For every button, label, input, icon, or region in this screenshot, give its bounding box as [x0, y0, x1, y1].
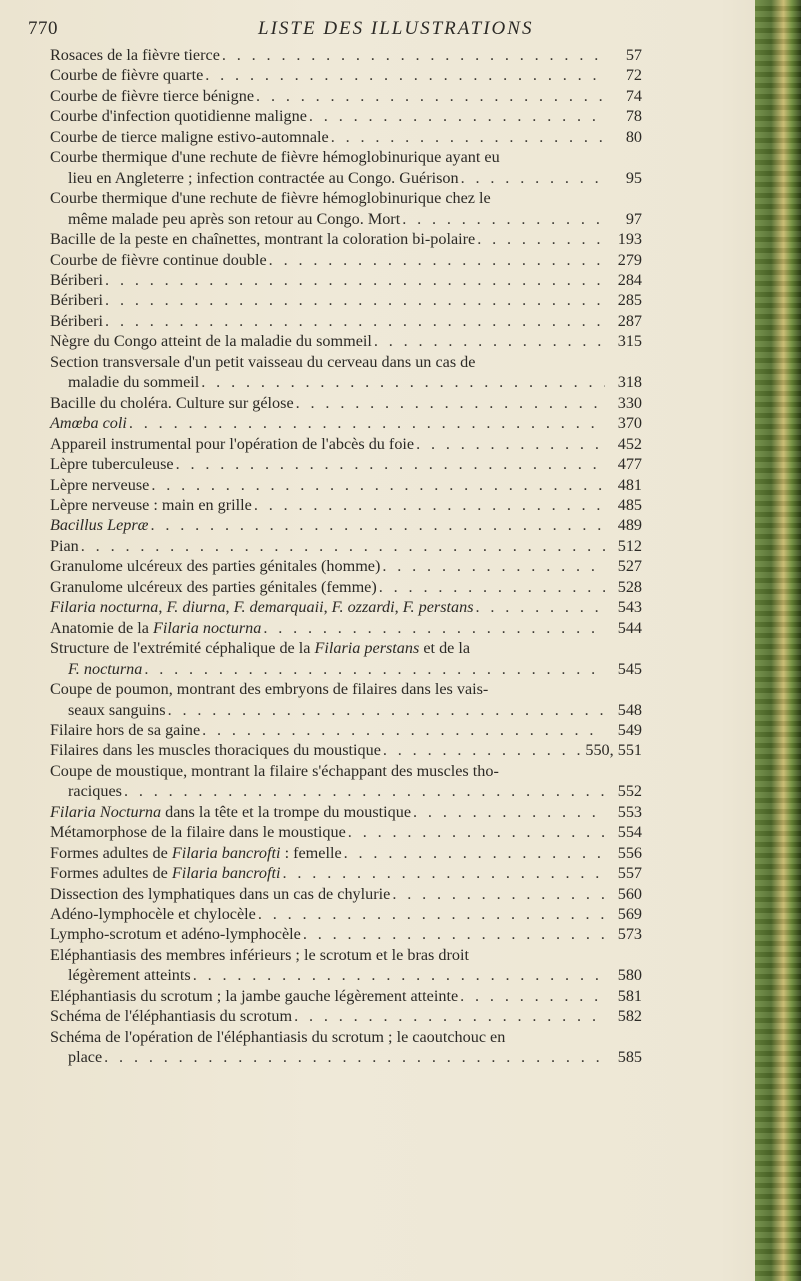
text-segment: ,: [225, 598, 234, 617]
entry-title: [50, 393, 294, 413]
text-segment: Granulome ulcéreux des parties génitales (femme): [50, 577, 377, 596]
entry-title: [50, 618, 261, 638]
dot-leader: [202, 720, 605, 740]
entry-line: [50, 536, 642, 556]
list-item: [50, 106, 642, 126]
list-item: [50, 863, 642, 883]
entry-line: [50, 311, 642, 331]
list-item: [50, 475, 642, 495]
entry-title: [50, 147, 500, 167]
italic-segment: Amœba coli: [50, 414, 127, 433]
entry-line: [50, 45, 642, 65]
list-item: [50, 822, 642, 842]
text-segment: place: [68, 1048, 103, 1067]
text-segment: Lèpre nerveuse: [50, 475, 150, 494]
italic-segment: F. diurna: [166, 598, 226, 617]
entry-line: [50, 229, 642, 249]
text-segment: seaux sanguins: [68, 700, 166, 719]
entry-line: [50, 250, 642, 270]
entry-line: [50, 495, 642, 515]
entry-page-number: 549: [617, 720, 642, 739]
italic-segment: F. perstans: [402, 598, 474, 617]
entry-line: [50, 965, 642, 985]
dot-leader: [129, 413, 605, 433]
list-item: [50, 761, 642, 802]
list-item: [50, 597, 642, 617]
text-segment: Eléphantiasis des membres inférieurs ; le scrotum et le bras droit: [50, 945, 469, 964]
text-segment: Section transversale d'un petit vaisseau du cerveau dans un cas de: [50, 352, 476, 371]
dot-leader: [413, 802, 605, 822]
entry-title: [50, 413, 127, 433]
list-item: [50, 924, 642, 944]
entry-title: [50, 904, 256, 924]
dot-leader: [124, 781, 605, 801]
entry-page-number: 556: [617, 843, 642, 862]
text-segment: Coupe de moustique, montrant la filaire s'échappant des muscles tho-: [50, 761, 499, 780]
entry-title: [50, 986, 458, 1006]
text-segment: Métamorphose de la filaire dans le moustique: [50, 823, 346, 842]
entry-page-number: 315: [617, 332, 642, 351]
list-item: [50, 1027, 642, 1068]
entry-page-number: 485: [617, 495, 642, 514]
entry-line: [50, 188, 642, 208]
list-item: [50, 311, 642, 331]
entry-line: [50, 1047, 642, 1067]
entry-page-number: 543: [617, 598, 642, 617]
entry-line: [50, 700, 642, 720]
text-segment: même malade peu après son retour au Congo. Mort: [68, 209, 401, 228]
entry-line: [50, 454, 642, 474]
list-item: [50, 45, 642, 65]
dot-leader: [392, 884, 605, 904]
text-segment: Courbe d'infection quotidienne maligne: [50, 107, 307, 126]
dot-leader: [379, 577, 605, 597]
dot-leader: [296, 393, 605, 413]
entry-title: [50, 597, 474, 617]
entry-title: [50, 863, 281, 883]
list-item: [50, 352, 642, 393]
dot-leader: [105, 311, 605, 331]
entry-page-number: 528: [617, 577, 642, 596]
dot-leader: [269, 250, 605, 270]
text-segment: et de la: [419, 639, 471, 658]
entry-line: [50, 781, 642, 801]
dot-leader: [176, 454, 605, 474]
entry-page-number: 552: [617, 782, 642, 801]
dot-leader: [402, 209, 605, 229]
entry-title: [50, 945, 469, 965]
entry-page-number: 284: [617, 270, 642, 289]
list-item: [50, 618, 642, 638]
text-segment: Bériberi: [50, 291, 104, 310]
dot-leader: [416, 434, 605, 454]
entry-page-number: 477: [617, 455, 642, 474]
running-head: LISTE DES ILLUSTRATIONS: [258, 18, 534, 39]
entry-line: [50, 884, 642, 904]
entry-title: [50, 229, 475, 249]
list-item: [50, 229, 642, 249]
entry-title: [50, 331, 372, 351]
entry-title: [50, 434, 414, 454]
text-segment: Adéno-lymphocèle et chylocèle: [50, 905, 256, 924]
entry-title: [50, 884, 390, 904]
entry-page-number: 370: [617, 414, 642, 433]
entry-page-number: 318: [617, 373, 642, 392]
text-segment: Lèpre tuberculeuse: [50, 455, 174, 474]
entry-title: [68, 372, 199, 392]
text-segment: Schéma de l'éléphantiasis du scrotum: [50, 1007, 293, 1026]
entry-title: [68, 209, 400, 229]
entry-line: [50, 270, 642, 290]
dot-leader: [461, 168, 605, 188]
text-segment: Bacille de la peste en chaînettes, montrant la coloration bi-polaire: [50, 230, 476, 249]
italic-segment: Filaria nocturna: [152, 618, 262, 637]
entry-title: [50, 86, 254, 106]
dot-leader: [309, 106, 605, 126]
entry-line: [50, 822, 642, 842]
dot-leader: [256, 86, 605, 106]
dot-leader: [144, 659, 605, 679]
entry-line: [50, 106, 642, 126]
list-item: [50, 434, 642, 454]
dot-leader: [476, 597, 605, 617]
entry-title: [50, 1006, 292, 1026]
entry-page-number: 330: [617, 393, 642, 412]
entry-page-number: 557: [617, 864, 642, 883]
text-segment: Dissection des lymphatiques dans un cas de chylurie: [50, 884, 391, 903]
text-segment: raciques: [68, 782, 122, 801]
entry-title: [50, 761, 499, 781]
text-segment: : femelle: [280, 843, 342, 862]
entry-title: [68, 965, 191, 985]
text-segment: Nègre du Congo atteint de la maladie du sommeil: [50, 332, 372, 351]
list-item: [50, 802, 642, 822]
dot-leader: [201, 372, 605, 392]
entry-line: [50, 434, 642, 454]
entry-line: [50, 209, 642, 229]
list-item: [50, 495, 642, 515]
dot-leader: [383, 740, 582, 760]
dot-leader: [344, 843, 605, 863]
page-number: 770: [28, 18, 58, 39]
text-segment: Formes adultes de: [50, 864, 172, 883]
entry-line: [50, 65, 642, 85]
text-segment: Granulome ulcéreux des parties génitales (homme): [50, 557, 381, 576]
list-item: [50, 331, 642, 351]
entry-title: [68, 659, 142, 679]
text-segment: Bacille du choléra. Culture sur gélose: [50, 393, 294, 412]
italic-segment: Filaria Nocturna: [50, 802, 162, 821]
text-segment: Appareil instrumental pour l'opération de l'abcès du foie: [50, 434, 415, 453]
entry-title: [50, 924, 301, 944]
entry-page-number: 554: [617, 823, 642, 842]
dot-leader: [303, 924, 605, 944]
dot-leader: [460, 986, 605, 1006]
list-item: [50, 843, 642, 863]
text-segment: Formes adultes de: [50, 843, 172, 862]
list-item: [50, 556, 642, 576]
text-segment: Rosaces de la fièvre tierce: [50, 46, 220, 64]
text-segment: Lympho-scrotum et adéno-lymphocèle: [50, 925, 301, 944]
text-segment: Filaires dans les muscles thoraciques du moustique: [50, 741, 381, 760]
entry-title: [50, 106, 307, 126]
entry-line: [50, 904, 642, 924]
entry-line: [50, 761, 642, 781]
entry-line: [50, 475, 642, 495]
dot-leader: [105, 270, 605, 290]
list-item: [50, 454, 642, 474]
entry-page-number: 550, 551: [585, 741, 642, 760]
italic-segment: Filaria bancrofti: [171, 843, 281, 862]
entry-line: [50, 1027, 642, 1047]
entry-page-number: 97: [625, 209, 642, 228]
list-item: [50, 188, 642, 229]
entry-page-number: 548: [617, 700, 642, 719]
entry-line: [50, 945, 642, 965]
list-item: [50, 127, 642, 147]
entry-page-number: 193: [617, 230, 642, 249]
text-segment: maladie du sommeil: [68, 373, 200, 392]
list-item: [50, 720, 642, 740]
entry-line: [50, 638, 642, 658]
dot-leader: [263, 618, 605, 638]
entry-title: [50, 638, 470, 658]
entry-line: [50, 372, 642, 392]
entry-title: [68, 700, 166, 720]
entry-page-number: 80: [625, 127, 642, 146]
entry-page-number: 489: [617, 516, 642, 535]
list-item: [50, 740, 642, 760]
entry-line: [50, 740, 642, 760]
entry-line: [50, 597, 642, 617]
entry-title: [50, 720, 200, 740]
entry-line: [50, 290, 642, 310]
entry-page-number: 560: [617, 884, 642, 903]
text-segment: Anatomie de la: [50, 618, 153, 637]
entry-title: [50, 740, 381, 760]
text-segment: ,: [394, 598, 403, 617]
entry-line: [50, 577, 642, 597]
entry-page-number: 569: [617, 905, 642, 924]
entry-title: [50, 1027, 505, 1047]
entry-page-number: 545: [617, 659, 642, 678]
text-segment: Coupe de poumon, montrant des embryons de filaires dans les vais-: [50, 680, 489, 699]
entry-title: [50, 802, 411, 822]
text-segment: Courbe de fièvre continue double: [50, 250, 267, 269]
entry-page-number: 553: [617, 802, 642, 821]
entry-title: [50, 290, 103, 310]
dot-leader: [222, 45, 605, 65]
entry-title: [50, 495, 252, 515]
dot-leader: [254, 495, 605, 515]
entry-page-number: 527: [617, 557, 642, 576]
entry-title: [50, 843, 342, 863]
entry-page-number: 580: [617, 966, 642, 985]
dot-leader: [382, 556, 605, 576]
text-segment: Courbe de fièvre tierce bénigne: [50, 86, 255, 105]
list-item: [50, 290, 642, 310]
list-item: [50, 86, 642, 106]
text-segment: Courbe de fièvre quarte: [50, 66, 204, 85]
dot-leader: [81, 536, 605, 556]
page-edge-binding: [755, 0, 801, 1281]
entry-title: [50, 127, 329, 147]
dot-leader: [283, 863, 605, 883]
dot-leader: [205, 65, 605, 85]
italic-segment: Bacillus Lepræ: [50, 516, 149, 535]
italic-segment: F. demarquaii: [233, 598, 324, 617]
list-item: [50, 147, 642, 188]
text-segment: Lèpre nerveuse : main en grille: [50, 495, 252, 514]
list-item: [50, 638, 642, 679]
page-header: [0, 14, 801, 44]
entry-line: [50, 86, 642, 106]
entry-line: [50, 168, 642, 188]
entry-page-number: 78: [625, 107, 642, 126]
italic-segment: F. ozzardi: [331, 598, 395, 617]
entry-page-number: 95: [625, 168, 642, 187]
entry-line: [50, 127, 642, 147]
entry-page-number: 74: [625, 86, 642, 105]
entry-title: [50, 250, 267, 270]
entry-page-number: 512: [617, 536, 642, 555]
entry-line: [50, 515, 642, 535]
entry-line: [50, 147, 642, 167]
dot-leader: [294, 1006, 605, 1026]
dot-leader: [348, 822, 605, 842]
entry-title: [50, 311, 103, 331]
list-item: [50, 904, 642, 924]
italic-segment: Filaria bancrofti: [171, 864, 281, 883]
text-segment: Schéma de l'opération de l'éléphantiasis du scrotum ; le caoutchouc en: [50, 1027, 506, 1046]
dot-leader: [477, 229, 605, 249]
entry-title: [50, 536, 79, 556]
entry-title: [50, 556, 380, 576]
list-item: [50, 577, 642, 597]
list-item: [50, 515, 642, 535]
entry-line: [50, 556, 642, 576]
dot-leader: [258, 904, 605, 924]
dot-leader: [151, 475, 605, 495]
dot-leader: [168, 700, 605, 720]
entry-title: [68, 781, 122, 801]
entry-title: [50, 352, 475, 372]
entry-page-number: 585: [617, 1048, 642, 1067]
entry-title: [50, 475, 149, 495]
dot-leader: [105, 290, 605, 310]
entry-page-number: 72: [625, 66, 642, 85]
entry-title: [50, 45, 220, 65]
text-segment: Pian: [50, 536, 79, 555]
entry-title: [50, 822, 346, 842]
entry-page-number: 452: [617, 434, 642, 453]
entry-title: [68, 168, 459, 188]
entry-line: [50, 618, 642, 638]
entry-line: [50, 720, 642, 740]
text-segment: ,: [158, 598, 167, 617]
text-segment: Bériberi: [50, 270, 104, 289]
illustrations-list: [50, 45, 642, 1068]
list-item: [50, 270, 642, 290]
list-item: [50, 413, 642, 433]
entry-page-number: 57: [625, 46, 642, 64]
entry-page-number: 481: [617, 475, 642, 494]
entry-title: [68, 1047, 102, 1067]
list-item: [50, 393, 642, 413]
entry-title: [50, 454, 174, 474]
text-segment: lieu en Angleterre ; infection contractée au Congo. Guérison: [68, 168, 459, 187]
italic-segment: Filaria perstans: [314, 639, 420, 658]
entry-line: [50, 986, 642, 1006]
entry-line: [50, 352, 642, 372]
entry-line: [50, 863, 642, 883]
list-item: [50, 679, 642, 720]
entry-page-number: 285: [617, 291, 642, 310]
entry-line: [50, 1006, 642, 1026]
dot-leader: [104, 1047, 605, 1067]
entry-line: [50, 413, 642, 433]
entry-title: [50, 270, 103, 290]
entry-line: [50, 802, 642, 822]
italic-segment: Filaria nocturna: [50, 598, 159, 617]
entry-title: [50, 679, 488, 699]
text-segment: Filaire hors de sa gaine: [50, 720, 201, 739]
list-item: [50, 884, 642, 904]
entry-line: [50, 659, 642, 679]
list-item: [50, 945, 642, 986]
entry-line: [50, 679, 642, 699]
entry-title: [50, 188, 491, 208]
dot-leader: [150, 515, 605, 535]
entry-page-number: 581: [617, 986, 642, 1005]
entry-line: [50, 331, 642, 351]
entry-line: [50, 393, 642, 413]
entry-page-number: 582: [617, 1007, 642, 1026]
entry-page-number: 573: [617, 925, 642, 944]
text-segment: Courbe de tierce maligne estivo-automnale: [50, 127, 329, 146]
text-segment: Eléphantiasis du scrotum ; la jambe gauche légèrement atteinte: [50, 986, 459, 1005]
entry-line: [50, 924, 642, 944]
dot-leader: [374, 331, 605, 351]
entry-title: [50, 515, 148, 535]
text-segment: ,: [323, 598, 332, 617]
dot-leader: [193, 965, 605, 985]
list-item: [50, 65, 642, 85]
entry-line: [50, 843, 642, 863]
text-segment: Courbe thermique d'une rechute de fièvre hémoglobinurique ayant eu: [50, 148, 500, 167]
entry-page-number: 279: [617, 250, 642, 269]
dot-leader: [331, 127, 605, 147]
text-segment: Bériberi: [50, 311, 104, 330]
entry-title: [50, 577, 377, 597]
italic-segment: F. nocturna: [68, 659, 143, 678]
list-item: [50, 536, 642, 556]
text-segment: Structure de l'extrémité céphalique de la: [50, 639, 315, 658]
text-segment: Courbe thermique d'une rechute de fièvre hémoglobinurique chez le: [50, 189, 491, 208]
list-item: [50, 250, 642, 270]
list-item: [50, 1006, 642, 1026]
list-item: [50, 986, 642, 1006]
text-segment: dans la tête et la trompe du moustique: [161, 802, 412, 821]
text-segment: légèrement atteints: [68, 966, 191, 985]
entry-title: [50, 65, 203, 85]
entry-page-number: 287: [617, 311, 642, 330]
entry-page-number: 544: [617, 618, 642, 637]
